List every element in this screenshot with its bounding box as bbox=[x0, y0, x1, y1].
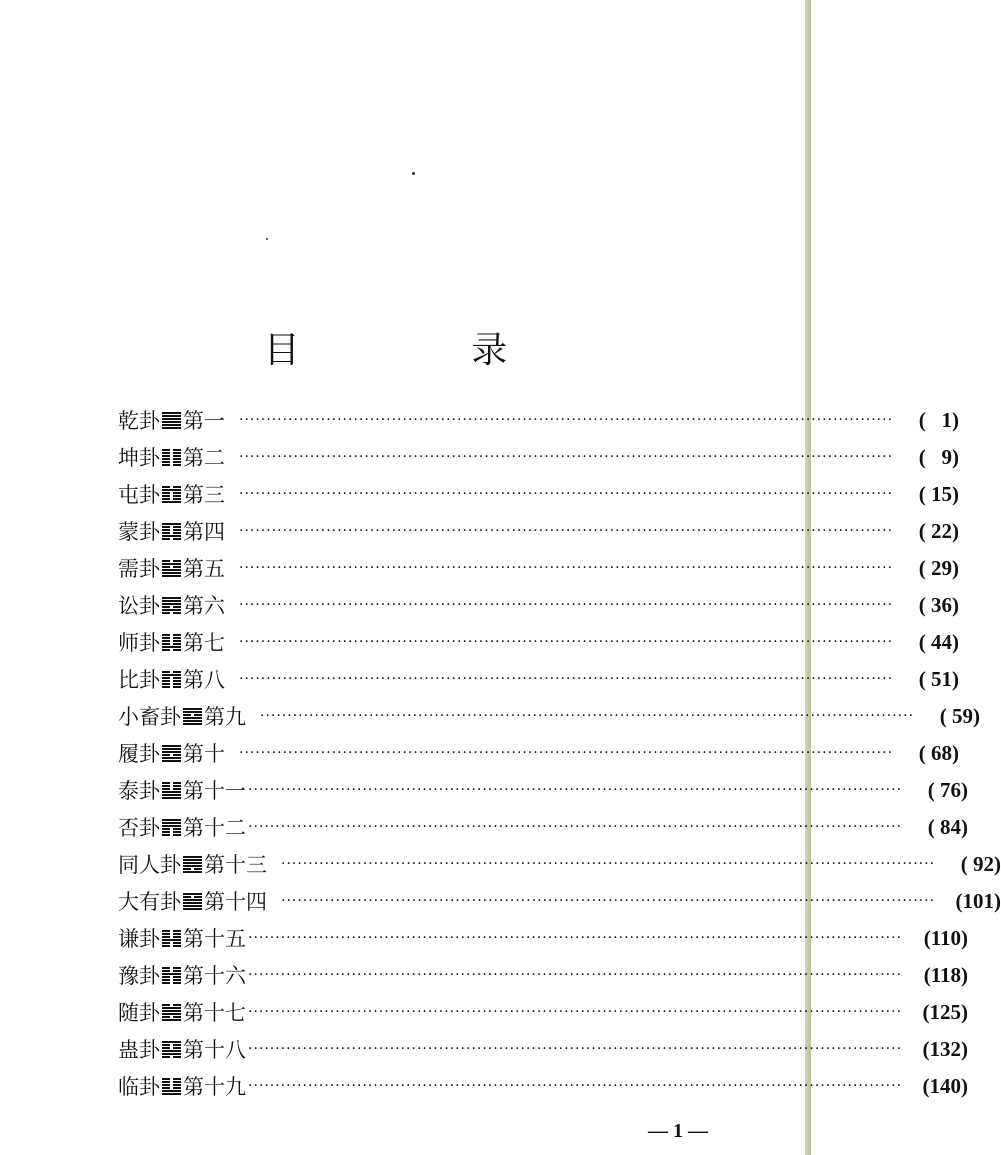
toc-entry[interactable] bbox=[118, 1033, 969, 1065]
hexagram-name: 豫卦 bbox=[118, 964, 160, 988]
toc-entry-title bbox=[118, 479, 225, 509]
chapter-ordinal: 第五 bbox=[183, 557, 225, 581]
leader-dots: ························································································································ bbox=[239, 671, 894, 687]
toc-entry[interactable] bbox=[118, 441, 960, 473]
leader-dots: ························································································································ bbox=[239, 412, 894, 428]
page-reference: ( 59) bbox=[939, 703, 981, 728]
page-title: 目 录 bbox=[263, 330, 588, 371]
hexagram-name: 临卦 bbox=[118, 1075, 160, 1099]
hexagram-symbol-icon bbox=[162, 634, 181, 651]
hexagram-name: 同人卦 bbox=[118, 853, 181, 877]
hexagram-symbol-icon bbox=[162, 486, 181, 503]
toc-entry[interactable] bbox=[118, 552, 960, 584]
hexagram-symbol-icon bbox=[162, 819, 181, 836]
page-reference: ( 29) bbox=[918, 555, 960, 580]
page-reference: (140) bbox=[922, 1073, 969, 1098]
leader-dots: ························································································································ bbox=[281, 856, 936, 872]
toc-entry[interactable] bbox=[118, 515, 960, 547]
chapter-ordinal: 第八 bbox=[183, 668, 225, 692]
toc-entry-title bbox=[118, 590, 225, 620]
toc-entry[interactable] bbox=[118, 737, 960, 769]
toc-entry-title bbox=[118, 812, 246, 842]
leader-dots: ························································································································ bbox=[239, 449, 894, 465]
hexagram-name: 蒙卦 bbox=[118, 520, 160, 544]
leader-dots: ························································································································ bbox=[248, 1078, 903, 1094]
toc-entry[interactable] bbox=[118, 1070, 969, 1102]
toc-entry-title bbox=[118, 960, 246, 990]
chapter-ordinal: 第十八 bbox=[183, 1038, 246, 1062]
page-reference: ( 84) bbox=[927, 814, 969, 839]
chapter-ordinal: 第三 bbox=[183, 483, 225, 507]
toc-entry[interactable] bbox=[118, 774, 969, 806]
page-reference: (125) bbox=[922, 999, 969, 1024]
toc-entry[interactable] bbox=[118, 959, 969, 991]
toc-entry[interactable] bbox=[118, 996, 969, 1028]
chapter-ordinal: 第十七 bbox=[183, 1001, 246, 1025]
page-reference: ( 44) bbox=[918, 629, 960, 654]
leader-dots: ························································································································ bbox=[281, 893, 936, 909]
hexagram-name: 讼卦 bbox=[118, 594, 160, 618]
page-reference: (110) bbox=[923, 925, 969, 950]
toc-entry[interactable] bbox=[118, 404, 960, 436]
toc-entry[interactable] bbox=[118, 478, 960, 510]
leader-dots: ························································································································ bbox=[260, 708, 915, 724]
toc-entry[interactable] bbox=[118, 589, 960, 621]
leader-dots: ························································································································ bbox=[248, 1041, 903, 1057]
leader-dots: ························································································································ bbox=[239, 560, 894, 576]
toc-entry-title bbox=[118, 405, 225, 435]
toc-entry[interactable] bbox=[118, 663, 960, 695]
chapter-ordinal: 第一 bbox=[183, 409, 225, 433]
hexagram-name: 履卦 bbox=[118, 742, 160, 766]
toc-entry-title bbox=[118, 701, 246, 731]
chapter-ordinal: 第十四 bbox=[204, 890, 267, 914]
page-reference: ( 1) bbox=[918, 407, 960, 432]
hexagram-symbol-icon bbox=[162, 1041, 181, 1058]
hexagram-symbol-icon bbox=[183, 893, 202, 910]
chapter-ordinal: 第十 bbox=[183, 742, 225, 766]
hexagram-name: 谦卦 bbox=[118, 927, 160, 951]
toc-entry[interactable] bbox=[118, 922, 969, 954]
toc-entry-title bbox=[118, 516, 225, 546]
hexagram-name: 否卦 bbox=[118, 816, 160, 840]
toc-entry[interactable] bbox=[118, 885, 1001, 917]
leader-dots: ························································································································ bbox=[239, 523, 894, 539]
toc-entry-title bbox=[118, 1071, 246, 1101]
page-reference: (101) bbox=[955, 888, 1001, 913]
hexagram-symbol-icon bbox=[183, 708, 202, 725]
toc-entry-title bbox=[118, 886, 267, 916]
chapter-ordinal: 第十九 bbox=[183, 1075, 246, 1099]
hexagram-name: 比卦 bbox=[118, 668, 160, 692]
chapter-ordinal: 第十三 bbox=[204, 853, 267, 877]
page-reference: ( 68) bbox=[918, 740, 960, 765]
toc-entry-title bbox=[118, 849, 267, 879]
hexagram-name: 小畜卦 bbox=[118, 705, 181, 729]
leader-dots: ························································································································ bbox=[239, 634, 894, 650]
hexagram-symbol-icon bbox=[162, 745, 181, 762]
toc-entry-title bbox=[118, 738, 225, 768]
toc-entry-title bbox=[118, 775, 246, 805]
toc-entry-title bbox=[118, 664, 225, 694]
chapter-ordinal: 第六 bbox=[183, 594, 225, 618]
chapter-ordinal: 第十二 bbox=[183, 816, 246, 840]
hexagram-symbol-icon bbox=[183, 856, 202, 873]
page-reference: ( 76) bbox=[927, 777, 969, 802]
hexagram-name: 大有卦 bbox=[118, 890, 181, 914]
toc-entry-title bbox=[118, 627, 225, 657]
toc-entry-title bbox=[118, 442, 225, 472]
hexagram-symbol-icon bbox=[162, 597, 181, 614]
page-reference: ( 9) bbox=[918, 444, 960, 469]
hexagram-name: 师卦 bbox=[118, 631, 160, 655]
toc-entry[interactable] bbox=[118, 848, 1001, 880]
page-reference: ( 51) bbox=[918, 666, 960, 691]
hexagram-symbol-icon bbox=[162, 967, 181, 984]
leader-dots: ························································································································ bbox=[248, 967, 903, 983]
toc-entry-title bbox=[118, 1034, 246, 1064]
chapter-ordinal: 第十六 bbox=[183, 964, 246, 988]
page-reference: ( 22) bbox=[918, 518, 960, 543]
chapter-ordinal: 第二 bbox=[183, 446, 225, 470]
toc-entry-title bbox=[118, 997, 246, 1027]
chapter-ordinal: 第四 bbox=[183, 520, 225, 544]
page-reference: ( 36) bbox=[918, 592, 960, 617]
page-reference: ( 15) bbox=[918, 481, 960, 506]
hexagram-symbol-icon bbox=[162, 671, 181, 688]
toc-entry[interactable] bbox=[118, 811, 969, 843]
hexagram-symbol-icon bbox=[162, 412, 181, 429]
leader-dots: ························································································································ bbox=[239, 597, 894, 613]
toc-entry-title bbox=[118, 923, 246, 953]
leader-dots: ························································································································ bbox=[248, 1004, 903, 1020]
page-reference: (118) bbox=[923, 962, 969, 987]
chapter-ordinal: 第十五 bbox=[183, 927, 246, 951]
leader-dots: ························································································································ bbox=[248, 930, 903, 946]
chapter-ordinal: 第十一 bbox=[183, 779, 246, 803]
hexagram-name: 蛊卦 bbox=[118, 1038, 160, 1062]
hexagram-name: 屯卦 bbox=[118, 483, 160, 507]
chapter-ordinal: 第九 bbox=[204, 705, 246, 729]
page-reference: (132) bbox=[922, 1036, 969, 1061]
page-reference: ( 92) bbox=[960, 851, 1001, 876]
toc-entry[interactable] bbox=[118, 626, 960, 658]
scan-speck bbox=[266, 238, 268, 240]
hexagram-symbol-icon bbox=[162, 782, 181, 799]
chapter-ordinal: 第七 bbox=[183, 631, 225, 655]
hexagram-symbol-icon bbox=[162, 930, 181, 947]
hexagram-name: 坤卦 bbox=[118, 446, 160, 470]
hexagram-symbol-icon bbox=[162, 560, 181, 577]
hexagram-symbol-icon bbox=[162, 1004, 181, 1021]
hexagram-name: 需卦 bbox=[118, 557, 160, 581]
hexagram-symbol-icon bbox=[162, 449, 181, 466]
toc-entry-title bbox=[118, 553, 225, 583]
hexagram-symbol-icon bbox=[162, 1078, 181, 1095]
leader-dots: ························································································································ bbox=[239, 745, 894, 761]
leader-dots: ························································································································ bbox=[239, 486, 894, 502]
scan-speck bbox=[412, 172, 415, 175]
leader-dots: ························································································································ bbox=[248, 782, 903, 798]
hexagram-symbol-icon bbox=[162, 523, 181, 540]
leader-dots: ························································································································ bbox=[248, 819, 903, 835]
hexagram-name: 随卦 bbox=[118, 1001, 160, 1025]
toc-entry[interactable] bbox=[118, 700, 981, 732]
page-number-footer: — 1 — bbox=[648, 1120, 708, 1142]
hexagram-name: 乾卦 bbox=[118, 409, 160, 433]
hexagram-name: 泰卦 bbox=[118, 779, 160, 803]
